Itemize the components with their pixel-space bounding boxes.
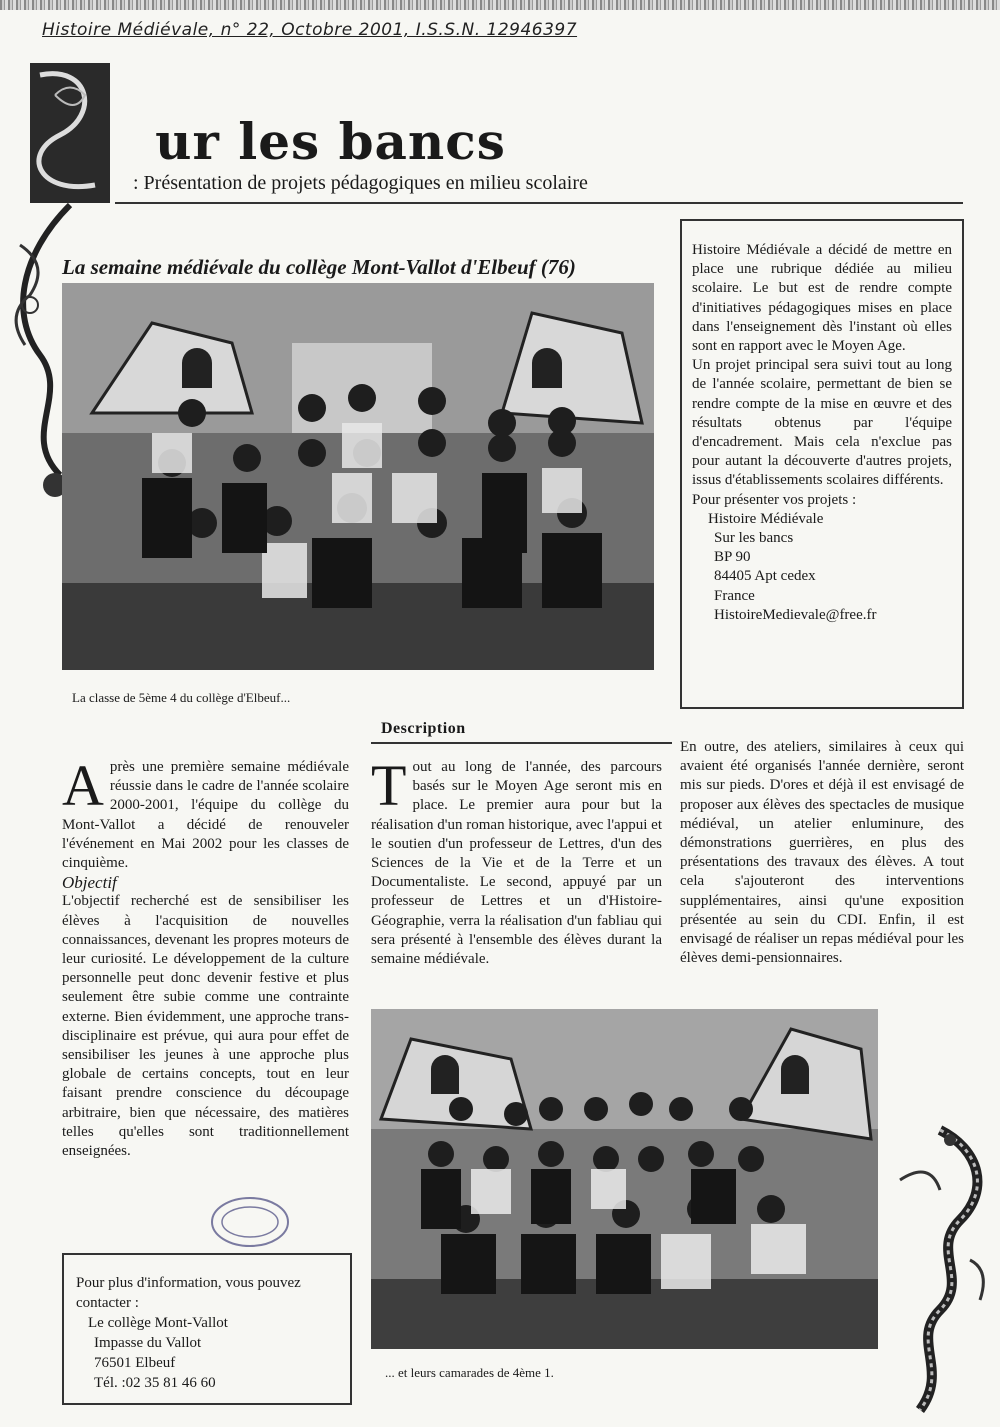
library-stamp	[208, 1192, 292, 1252]
contact-line: 76501 Elbeuf	[94, 1355, 176, 1371]
subhead-objectif: Objectif	[62, 873, 117, 893]
info-para-1: Histoire Médiévale a décidé de mettre en place une rubrique dédiée au milieu scolaire. Le but est de rendre compte d'initiatives pédagogiques mises en place dans l'enseignement dès l'instant où elles sont en rapport avec le Moyen Age.	[692, 242, 952, 355]
ateliers-text: En outre, des ateliers, similaires à ceux qui avaient été organisés l'année dernière, seront mis sur pieds. D'ores et déjà il est envisagé de proposer aux élèves des spectacles de musique médiéval, un atelier enluminure, des démonstrations guerrières, en plus des présentations des travaux des élèves. A tout cela s'ajouteront des interventions supplémentaires, ainsi qu'une exposition présentée au sein du CDI. Enfin, il est envisagé de réaliser un repas médiéval pour les élèves demi-pensionnaires.	[680, 739, 964, 967]
contact-phone: Tél. :02 35 81 46 60	[94, 1375, 216, 1391]
column-2	[371, 753, 662, 969]
dropcap-t: T	[371, 753, 407, 818]
info-address	[692, 510, 952, 625]
intro-text: près une première semaine médiévale réussie dans le cadre de l'année scolaire 2000-2001, l'équipe du collège du Mont-Vallot a décidé de renouveler l'événement en Mai 2002 pour les classes de cinquième.	[62, 759, 349, 872]
dragon-ornament	[880, 1120, 998, 1420]
contact-intro: Pour plus d'information, vous pouvez contacter :	[76, 1275, 301, 1311]
email-address: HistoireMedievale@free.fr	[714, 606, 877, 623]
class-photo-2	[371, 1009, 878, 1349]
address-line: France	[714, 587, 755, 604]
section-title: ur les bancs	[155, 112, 506, 171]
address-line: Sur les bancs	[714, 530, 794, 547]
top-border	[0, 0, 1000, 10]
class-photo-1	[62, 283, 654, 670]
contact-box	[62, 1253, 352, 1405]
column-1	[62, 753, 349, 1161]
rubric-info-box	[680, 219, 964, 709]
contact-line: Le collège Mont-Vallot	[88, 1315, 228, 1331]
address-line: Histoire Médiévale	[708, 510, 824, 527]
objectif-text: L'objectif recherché est de sensibiliser les élèves à l'acquisition de nouvelles connaissances, devenant les propres moteurs de leur curiosité. Le développement de la culture personnelle peut donc devenir festive et plus seulement être subie comme une contrainte externe. Bien évidemment, une approche trans-disciplinaire est prévue, qui aura pour effet de sensibiliser les jeunes à une approche plus globale de certains concepts, tout en leur faisant prendre conscience du découpage arbitraire, bien que nécessaire, des matières telles qu'elles sont traditionnellement enseignées.	[62, 893, 349, 1160]
info-para-3: Pour présenter vos projets :	[692, 491, 857, 508]
article-title: La semaine médiévale du collège Mont-Vallot d'Elbeuf (76)	[62, 255, 576, 279]
dropcap-a: A	[62, 753, 104, 818]
section-subtitle: : Présentation de projets pédagogiques en milieu scolaire	[133, 172, 588, 194]
address-line: 84405 Apt cedex	[714, 568, 816, 585]
description-heading: Description	[371, 716, 672, 744]
photo1-caption: La classe de 5ème 4 du collège d'Elbeuf...	[72, 690, 291, 705]
photo2-caption: ... et leurs camarades de 4ème 1.	[385, 1365, 554, 1380]
header-rule	[115, 202, 963, 204]
info-para-2: Un projet principal sera suivi tout au long de l'année scolaire, permettant de bien se rendre compte de la mise en œuvre et des résultats obtenus par l'équipe d'encadrement. Mais cela n'exclue pas pour autant la découverte d'autres projets, issus d'établissements scolaires différents.	[692, 357, 952, 489]
handwritten-reference: Histoire Médiévale, n° 22, Octobre 2001, I.S.S.N. 12946397	[42, 20, 578, 40]
address-line: BP 90	[714, 549, 751, 566]
column-3	[680, 738, 964, 968]
contact-line: Impasse du Vallot	[94, 1335, 202, 1351]
description-text: out au long de l'année, des parcours basés sur le Moyen Age seront mis en place. Le premier aura pour but la réalisation d'un roman historique, avec l'appui et le soutien d'un professeur de Lettres, d'un des Sciences de la Vie et de la Terre et un Documentaliste. Le second, appuyé par un professeur de Lettres et un d'Histoire-Géographie, verra la réalisation d'un fabliau qui sera présenté à l'ensemble des élèves durant la semaine médiévale.	[371, 759, 662, 968]
contact-address	[76, 1313, 340, 1393]
